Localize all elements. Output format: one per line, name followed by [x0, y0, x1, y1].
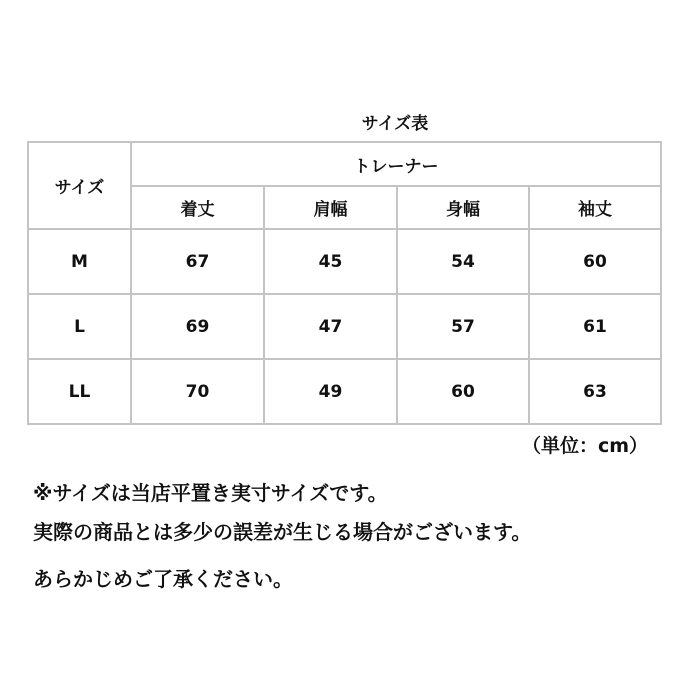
value-cell: 69 — [131, 294, 264, 359]
size-table — [27, 141, 662, 425]
value-cell: 60 — [397, 359, 529, 424]
value-cell: 57 — [397, 294, 529, 359]
group-header-cell: トレーナー — [131, 142, 661, 186]
size-header-cell: サイズ — [28, 142, 131, 229]
column-header: 着丈 — [131, 186, 264, 229]
column-header: 肩幅 — [264, 186, 397, 229]
value-cell: 47 — [264, 294, 397, 359]
table-header-row — [28, 142, 661, 186]
value-cell: 54 — [397, 229, 529, 294]
size-label-cell: M — [28, 229, 131, 294]
unit-note: （単位：cm） — [521, 435, 648, 457]
note-line: あらかじめご了承ください。 — [33, 567, 293, 591]
table-row — [28, 229, 661, 294]
value-cell: 45 — [264, 229, 397, 294]
value-cell: 61 — [529, 294, 661, 359]
note-line: ※サイズは当店平置き実寸サイズです。 — [33, 481, 388, 505]
size-label-cell: LL — [28, 359, 131, 424]
size-label-cell: L — [28, 294, 131, 359]
table-row — [28, 359, 661, 424]
value-cell: 67 — [131, 229, 264, 294]
value-cell: 60 — [529, 229, 661, 294]
value-cell: 70 — [131, 359, 264, 424]
column-header: 身幅 — [397, 186, 529, 229]
column-header: 袖丈 — [529, 186, 661, 229]
value-cell: 63 — [529, 359, 661, 424]
value-cell: 49 — [264, 359, 397, 424]
size-chart-title: サイズ表 — [361, 114, 429, 134]
table-row — [28, 294, 661, 359]
note-line: 実際の商品とは多少の誤差が生じる場合がございます。 — [33, 520, 532, 544]
